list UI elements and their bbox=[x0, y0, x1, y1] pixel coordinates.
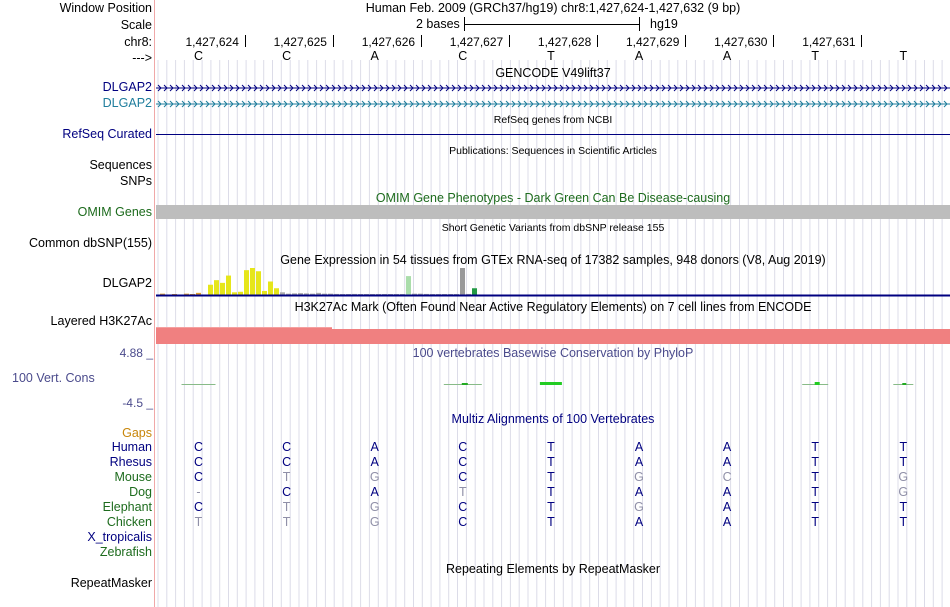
aligned-base: C bbox=[193, 500, 204, 514]
aligned-base: T bbox=[547, 455, 555, 469]
aligned-base: T bbox=[811, 455, 819, 469]
ruler-position-label: 1,427,627 bbox=[449, 35, 504, 49]
ruler-tick bbox=[773, 35, 774, 47]
aligned-base: - bbox=[196, 485, 201, 499]
phylop-score-bar bbox=[182, 384, 216, 385]
reference-base: A bbox=[370, 49, 379, 63]
reference-base: T bbox=[547, 49, 555, 63]
reference-base: A bbox=[722, 49, 732, 63]
aligned-base: G bbox=[634, 500, 644, 514]
repeatmasker-title: Repeating Elements by RepeatMasker bbox=[445, 562, 660, 576]
phylop-min-label: -4.5 _ bbox=[122, 396, 153, 410]
aligned-base: G bbox=[634, 470, 644, 484]
gtex-title: Gene Expression in 54 tissues from GTEx RNA-seq of 17382 samples, 948 donors (V8, Aug 2019) bbox=[280, 253, 826, 267]
aligned-base: C bbox=[193, 470, 204, 484]
gtex-tissue-bar bbox=[472, 288, 477, 295]
species-label-mouse[interactable]: Mouse bbox=[114, 470, 152, 484]
aligned-base: A bbox=[634, 515, 644, 529]
aligned-base: T bbox=[899, 455, 908, 469]
refseq-label[interactable]: RefSeq Curated bbox=[62, 127, 152, 141]
aligned-base: C bbox=[722, 470, 732, 484]
species-label-x_tropicalis[interactable]: X_tropicalis bbox=[87, 530, 152, 544]
gtex-tissue-bar bbox=[220, 283, 225, 295]
gtex-tissue-bar bbox=[274, 288, 279, 295]
phylop-score-bar bbox=[815, 382, 820, 385]
phylop-title: 100 vertebrates Basewise Conservation by PhyloP bbox=[412, 346, 694, 360]
ruler-position-label: 1,427,631 bbox=[802, 35, 856, 49]
aligned-base: A bbox=[722, 500, 732, 514]
gtex-tissue-bar bbox=[214, 280, 219, 295]
ruler-position-label: 1,427,628 bbox=[537, 35, 592, 49]
aligned-base: A bbox=[634, 485, 644, 499]
phylop-label[interactable]: 100 Vert. Cons bbox=[12, 371, 95, 385]
aligned-base: A bbox=[370, 440, 379, 454]
aligned-base: T bbox=[282, 500, 291, 514]
aligned-base: A bbox=[722, 515, 732, 529]
phylop-score-bar bbox=[902, 383, 906, 385]
aligned-base: C bbox=[458, 455, 468, 469]
h3k27ac-signal[interactable] bbox=[156, 326, 950, 344]
gaps-label[interactable]: Gaps bbox=[122, 426, 152, 440]
ruler-tick bbox=[685, 35, 686, 47]
aligned-base: C bbox=[282, 440, 292, 454]
aligned-base: T bbox=[282, 470, 291, 484]
species-label-rhesus[interactable]: Rhesus bbox=[109, 455, 152, 469]
gencode-gene-features[interactable] bbox=[156, 80, 950, 112]
h3k27ac-title: H3K27Ac Mark (Often Found Near Active Regulatory Elements) on 7 cell lines from ENCODE bbox=[294, 300, 812, 314]
aligned-base: T bbox=[282, 515, 291, 529]
refseq-gene-line[interactable] bbox=[156, 134, 950, 135]
aligned-base: C bbox=[458, 470, 468, 484]
gtex-tissue-bar bbox=[262, 291, 267, 295]
gtex-label[interactable]: DLGAP2 bbox=[102, 276, 152, 290]
aligned-base: T bbox=[899, 515, 908, 529]
species-label-chicken[interactable]: Chicken bbox=[106, 515, 152, 529]
gtex-tissue-bar bbox=[460, 268, 465, 295]
aligned-base: T bbox=[547, 485, 555, 499]
aligned-base: T bbox=[194, 515, 203, 529]
aligned-base: C bbox=[458, 440, 468, 454]
multiz-title: Multiz Alignments of 100 Vertebrates bbox=[451, 412, 655, 426]
gencode-title: GENCODE V49lift37 bbox=[495, 66, 611, 80]
aligned-base: T bbox=[899, 440, 908, 454]
aligned-base: A bbox=[370, 455, 379, 469]
aligned-base: G bbox=[898, 470, 909, 484]
gtex-expression-chart[interactable] bbox=[156, 267, 950, 297]
scale-bar bbox=[464, 17, 640, 31]
chrom-label: chr8: bbox=[124, 35, 152, 49]
dbsnp-title: Short Genetic Variants from dbSNP release 155 bbox=[441, 222, 665, 234]
ruler-tick bbox=[509, 35, 510, 47]
ruler-position-label: 1,427,626 bbox=[361, 35, 416, 49]
species-label-human[interactable]: Human bbox=[111, 440, 152, 454]
h3k27ac-label[interactable]: Layered H3K27Ac bbox=[50, 314, 152, 328]
refseq-title: RefSeq genes from NCBI bbox=[493, 114, 613, 126]
aligned-base: T bbox=[547, 515, 555, 529]
omim-label[interactable]: OMIM Genes bbox=[77, 205, 152, 219]
aligned-base: G bbox=[898, 485, 909, 499]
strand-label: ---> bbox=[132, 51, 152, 65]
aligned-base: C bbox=[193, 455, 204, 469]
aligned-base: A bbox=[634, 455, 644, 469]
species-label-elephant[interactable]: Elephant bbox=[102, 500, 152, 514]
scale-text: 2 bases bbox=[416, 17, 460, 31]
gtex-tissue-bar bbox=[406, 276, 411, 295]
ruler-position-label: 1,427,630 bbox=[714, 35, 768, 49]
reference-base: A bbox=[634, 49, 644, 63]
publications-label-sequences[interactable]: Sequences bbox=[89, 158, 152, 172]
aligned-base: G bbox=[369, 500, 380, 514]
reference-base: C bbox=[282, 49, 292, 63]
aligned-base: T bbox=[811, 515, 819, 529]
aligned-base: C bbox=[282, 455, 292, 469]
scale-label: Scale bbox=[120, 18, 152, 32]
ruler-tick bbox=[333, 35, 334, 47]
phylop-score-bar bbox=[462, 383, 468, 385]
omim-title: OMIM Gene Phenotypes - Dark Green Can Be Disease-causing bbox=[375, 191, 731, 205]
aligned-base: A bbox=[722, 455, 732, 469]
omim-phenotype-bar[interactable] bbox=[156, 205, 950, 219]
dbsnp-label[interactable]: Common dbSNP(155) bbox=[29, 236, 152, 250]
ruler-tick bbox=[421, 35, 422, 47]
aligned-base: C bbox=[458, 500, 468, 514]
aligned-base: T bbox=[458, 485, 467, 499]
gtex-tissue-bar bbox=[226, 276, 231, 295]
gtex-tissue-bar bbox=[244, 270, 249, 295]
aligned-base: T bbox=[811, 500, 819, 514]
publications-label-snps[interactable]: SNPs bbox=[120, 174, 152, 188]
publications-title: Publications: Sequences in Scientific Articles bbox=[449, 145, 657, 157]
aligned-base: T bbox=[547, 440, 555, 454]
window-position-text: Human Feb. 2009 (GRCh37/hg19) chr8:1,427,624-1,427,632 (9 bp) bbox=[365, 1, 741, 15]
ruler-tick bbox=[861, 35, 862, 47]
aligned-base: T bbox=[811, 470, 819, 484]
species-label-dog[interactable]: Dog bbox=[129, 485, 152, 499]
gtex-tissue-bar bbox=[208, 285, 213, 295]
phylop-conservation-plot[interactable] bbox=[156, 374, 950, 394]
ruler-tick bbox=[597, 35, 598, 47]
scale-assembly: hg19 bbox=[650, 17, 678, 31]
repeatmasker-label[interactable]: RepeatMasker bbox=[70, 576, 152, 590]
gtex-tissue-bar bbox=[250, 268, 255, 295]
ruler-position-label: 1,427,629 bbox=[626, 35, 680, 49]
gencode-gene-label-2[interactable]: DLGAP2 bbox=[102, 96, 152, 110]
aligned-base: A bbox=[722, 440, 732, 454]
aligned-base: G bbox=[369, 470, 380, 484]
species-label-zebrafish[interactable]: Zebrafish bbox=[99, 545, 152, 559]
aligned-base: C bbox=[282, 485, 292, 499]
gtex-tissue-bar bbox=[256, 271, 261, 295]
ruler-tick bbox=[245, 35, 246, 47]
aligned-base: A bbox=[370, 485, 379, 499]
phylop-score-bar bbox=[540, 382, 562, 385]
gtex-tissue-bar bbox=[268, 282, 273, 296]
aligned-base: T bbox=[899, 500, 908, 514]
aligned-base: T bbox=[547, 470, 555, 484]
aligned-base: T bbox=[811, 485, 819, 499]
ruler-position-label: 1,427,624 bbox=[185, 35, 239, 49]
reference-base: T bbox=[899, 49, 908, 63]
label-divider bbox=[154, 0, 155, 607]
gencode-gene-label-1[interactable]: DLGAP2 bbox=[102, 80, 152, 94]
reference-base: T bbox=[811, 49, 819, 63]
aligned-base: C bbox=[193, 440, 204, 454]
reference-base: C bbox=[193, 49, 204, 63]
ruler-position-label: 1,427,625 bbox=[273, 35, 327, 49]
aligned-base: T bbox=[547, 500, 555, 514]
window-position-label: Window Position bbox=[59, 1, 152, 15]
aligned-base: G bbox=[369, 515, 380, 529]
aligned-base: C bbox=[458, 515, 468, 529]
reference-base: C bbox=[458, 49, 468, 63]
phylop-max-label: 4.88 _ bbox=[119, 346, 153, 360]
aligned-base: T bbox=[811, 440, 819, 454]
aligned-base: A bbox=[722, 485, 732, 499]
aligned-base: A bbox=[634, 440, 644, 454]
